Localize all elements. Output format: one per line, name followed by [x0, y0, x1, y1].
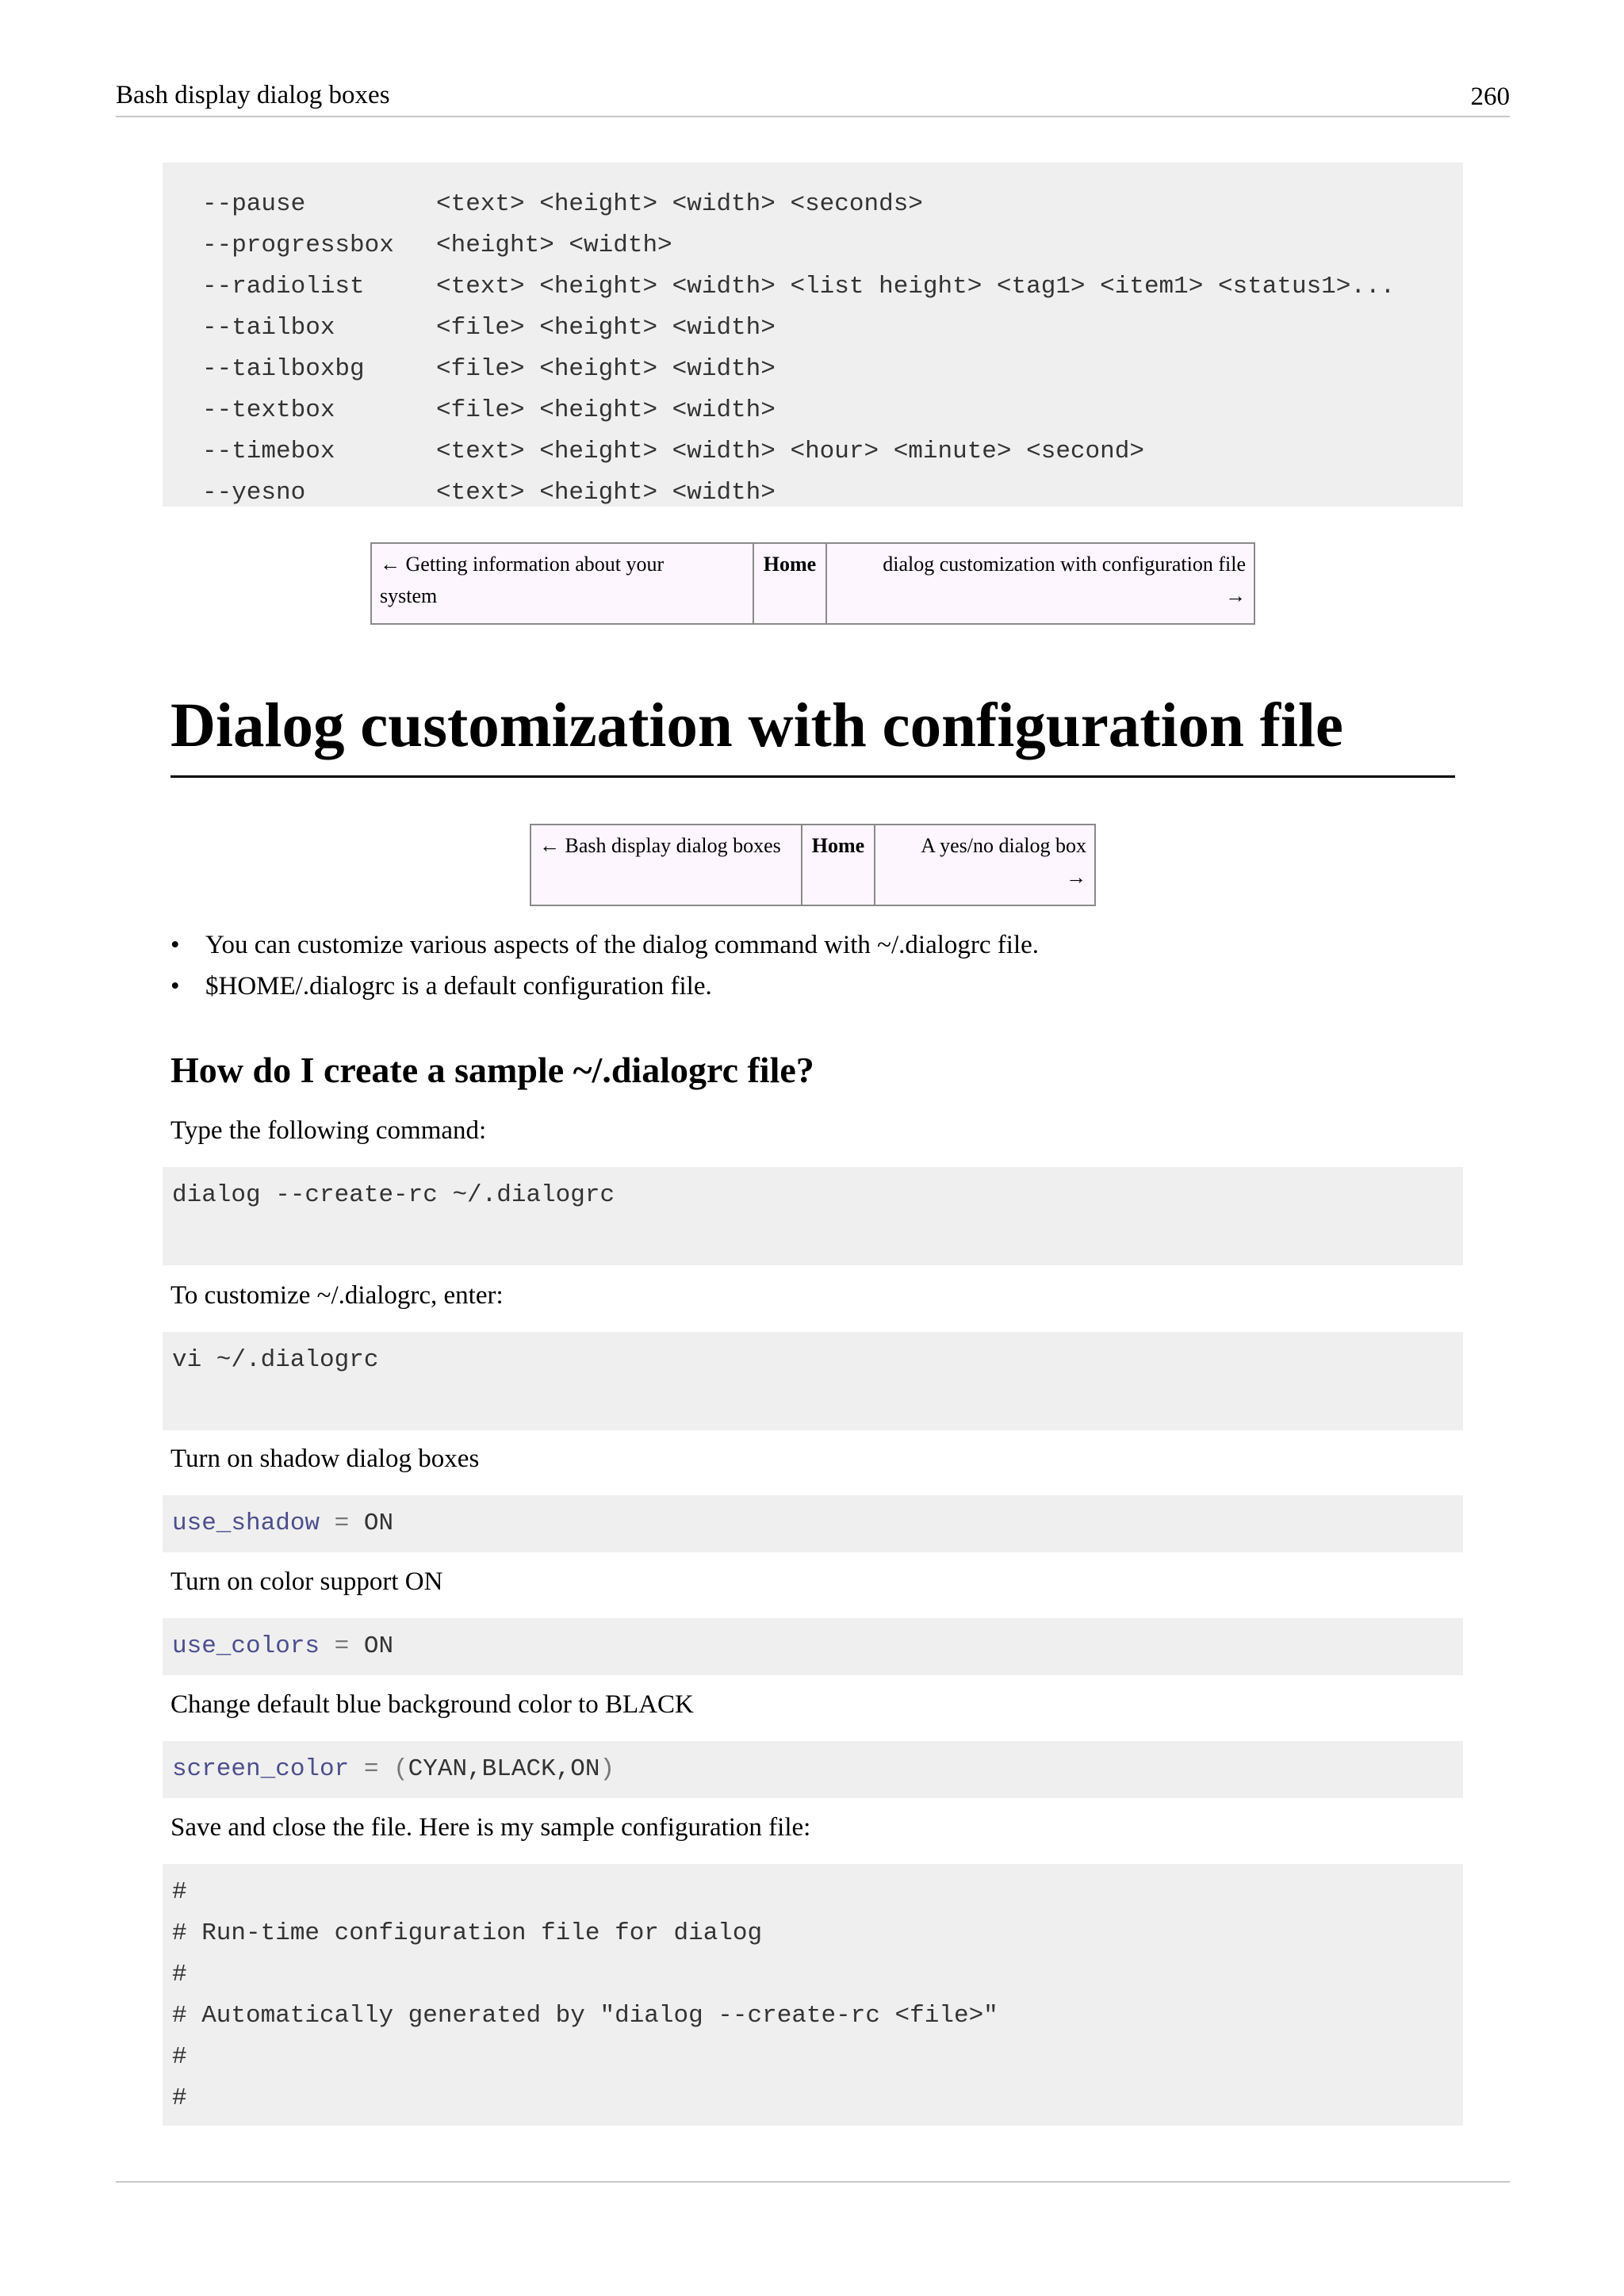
code-line: #	[172, 1878, 187, 1906]
code-block-screen-color	[163, 1741, 1463, 1798]
paragraph: Turn on shadow dialog boxes	[170, 1445, 480, 1473]
code-line: --textbox <file> <height> <width>	[202, 396, 776, 424]
bullet-list	[170, 924, 1039, 1007]
code-block-shadow	[163, 1495, 1463, 1552]
code-line: use_shadow = ON	[172, 1510, 394, 1537]
footer-rule	[116, 2181, 1510, 2183]
code-line: screen_color = (CYAN,BLACK,ON)	[172, 1755, 615, 1783]
code-line: --pause <text> <height> <width> <seconds>	[202, 190, 923, 218]
code-line: # Automatically generated by "dialog --create-rc <file>"	[172, 2002, 998, 2030]
code-line: #	[172, 2084, 187, 2112]
nav-prev-link[interactable]: ← Bash display dialog boxes	[530, 825, 802, 905]
code-line: --yesno <text> <height> <width>	[202, 479, 776, 507]
nav-next-link[interactable]: A yes/no dialog box →	[875, 825, 1095, 905]
code-line: --progressbox <height> <width>	[202, 232, 672, 259]
paragraph: To customize ~/.dialogrc, enter:	[170, 1281, 504, 1310]
running-header	[116, 78, 1510, 117]
paragraph: Type the following command:	[170, 1116, 487, 1145]
code-block-config-file	[163, 1864, 1463, 2126]
list-item: • You can customize various aspects of the dialog command with ~/.dialogrc file.	[170, 924, 1039, 966]
options-code-block	[163, 163, 1463, 507]
code-line: # Run-time configuration file for dialog	[172, 1919, 763, 1947]
nav-prev-link[interactable]: ← Getting information about your system	[371, 543, 753, 624]
page-title: Dialog customization with configuration file	[170, 688, 1455, 778]
code-line: vi ~/.dialogrc	[172, 1346, 379, 1374]
nav-table-top	[370, 542, 1255, 625]
code-line: --radiolist <text> <height> <width> <list height> <tag1> <item1> <status1>...	[202, 273, 1396, 300]
paragraph: Turn on color support ON	[170, 1567, 443, 1596]
header-title: Bash display dialog boxes	[116, 81, 390, 109]
nav-home-link[interactable]: Home	[753, 543, 826, 624]
section-heading: How do I create a sample ~/.dialogrc file?	[170, 1050, 814, 1090]
code-line: #	[172, 1961, 187, 1988]
nav-next-link[interactable]: dialog customization with configuration file →	[826, 543, 1254, 624]
nav-table-second	[530, 824, 1096, 906]
code-block-vi	[163, 1332, 1463, 1430]
code-line: --tailboxbg <file> <height> <width>	[202, 355, 776, 383]
paragraph: Save and close the file. Here is my sample configuration file:	[170, 1813, 811, 1842]
code-line: use_colors = ON	[172, 1632, 394, 1660]
page-number: 260	[1470, 82, 1510, 111]
paragraph: Change default blue background color to BLACK	[170, 1690, 694, 1719]
code-line: #	[172, 2043, 187, 2071]
code-line: --timebox <text> <height> <width> <hour> <minute> <second>	[202, 438, 1144, 465]
code-block-create-rc	[163, 1167, 1463, 1265]
code-line: --tailbox <file> <height> <width>	[202, 314, 776, 342]
nav-home-link[interactable]: Home	[802, 825, 875, 905]
code-block-colors	[163, 1618, 1463, 1675]
code-line: dialog --create-rc ~/.dialogrc	[172, 1181, 615, 1209]
list-item: • $HOME/.dialogrc is a default configuration file.	[170, 966, 1039, 1007]
